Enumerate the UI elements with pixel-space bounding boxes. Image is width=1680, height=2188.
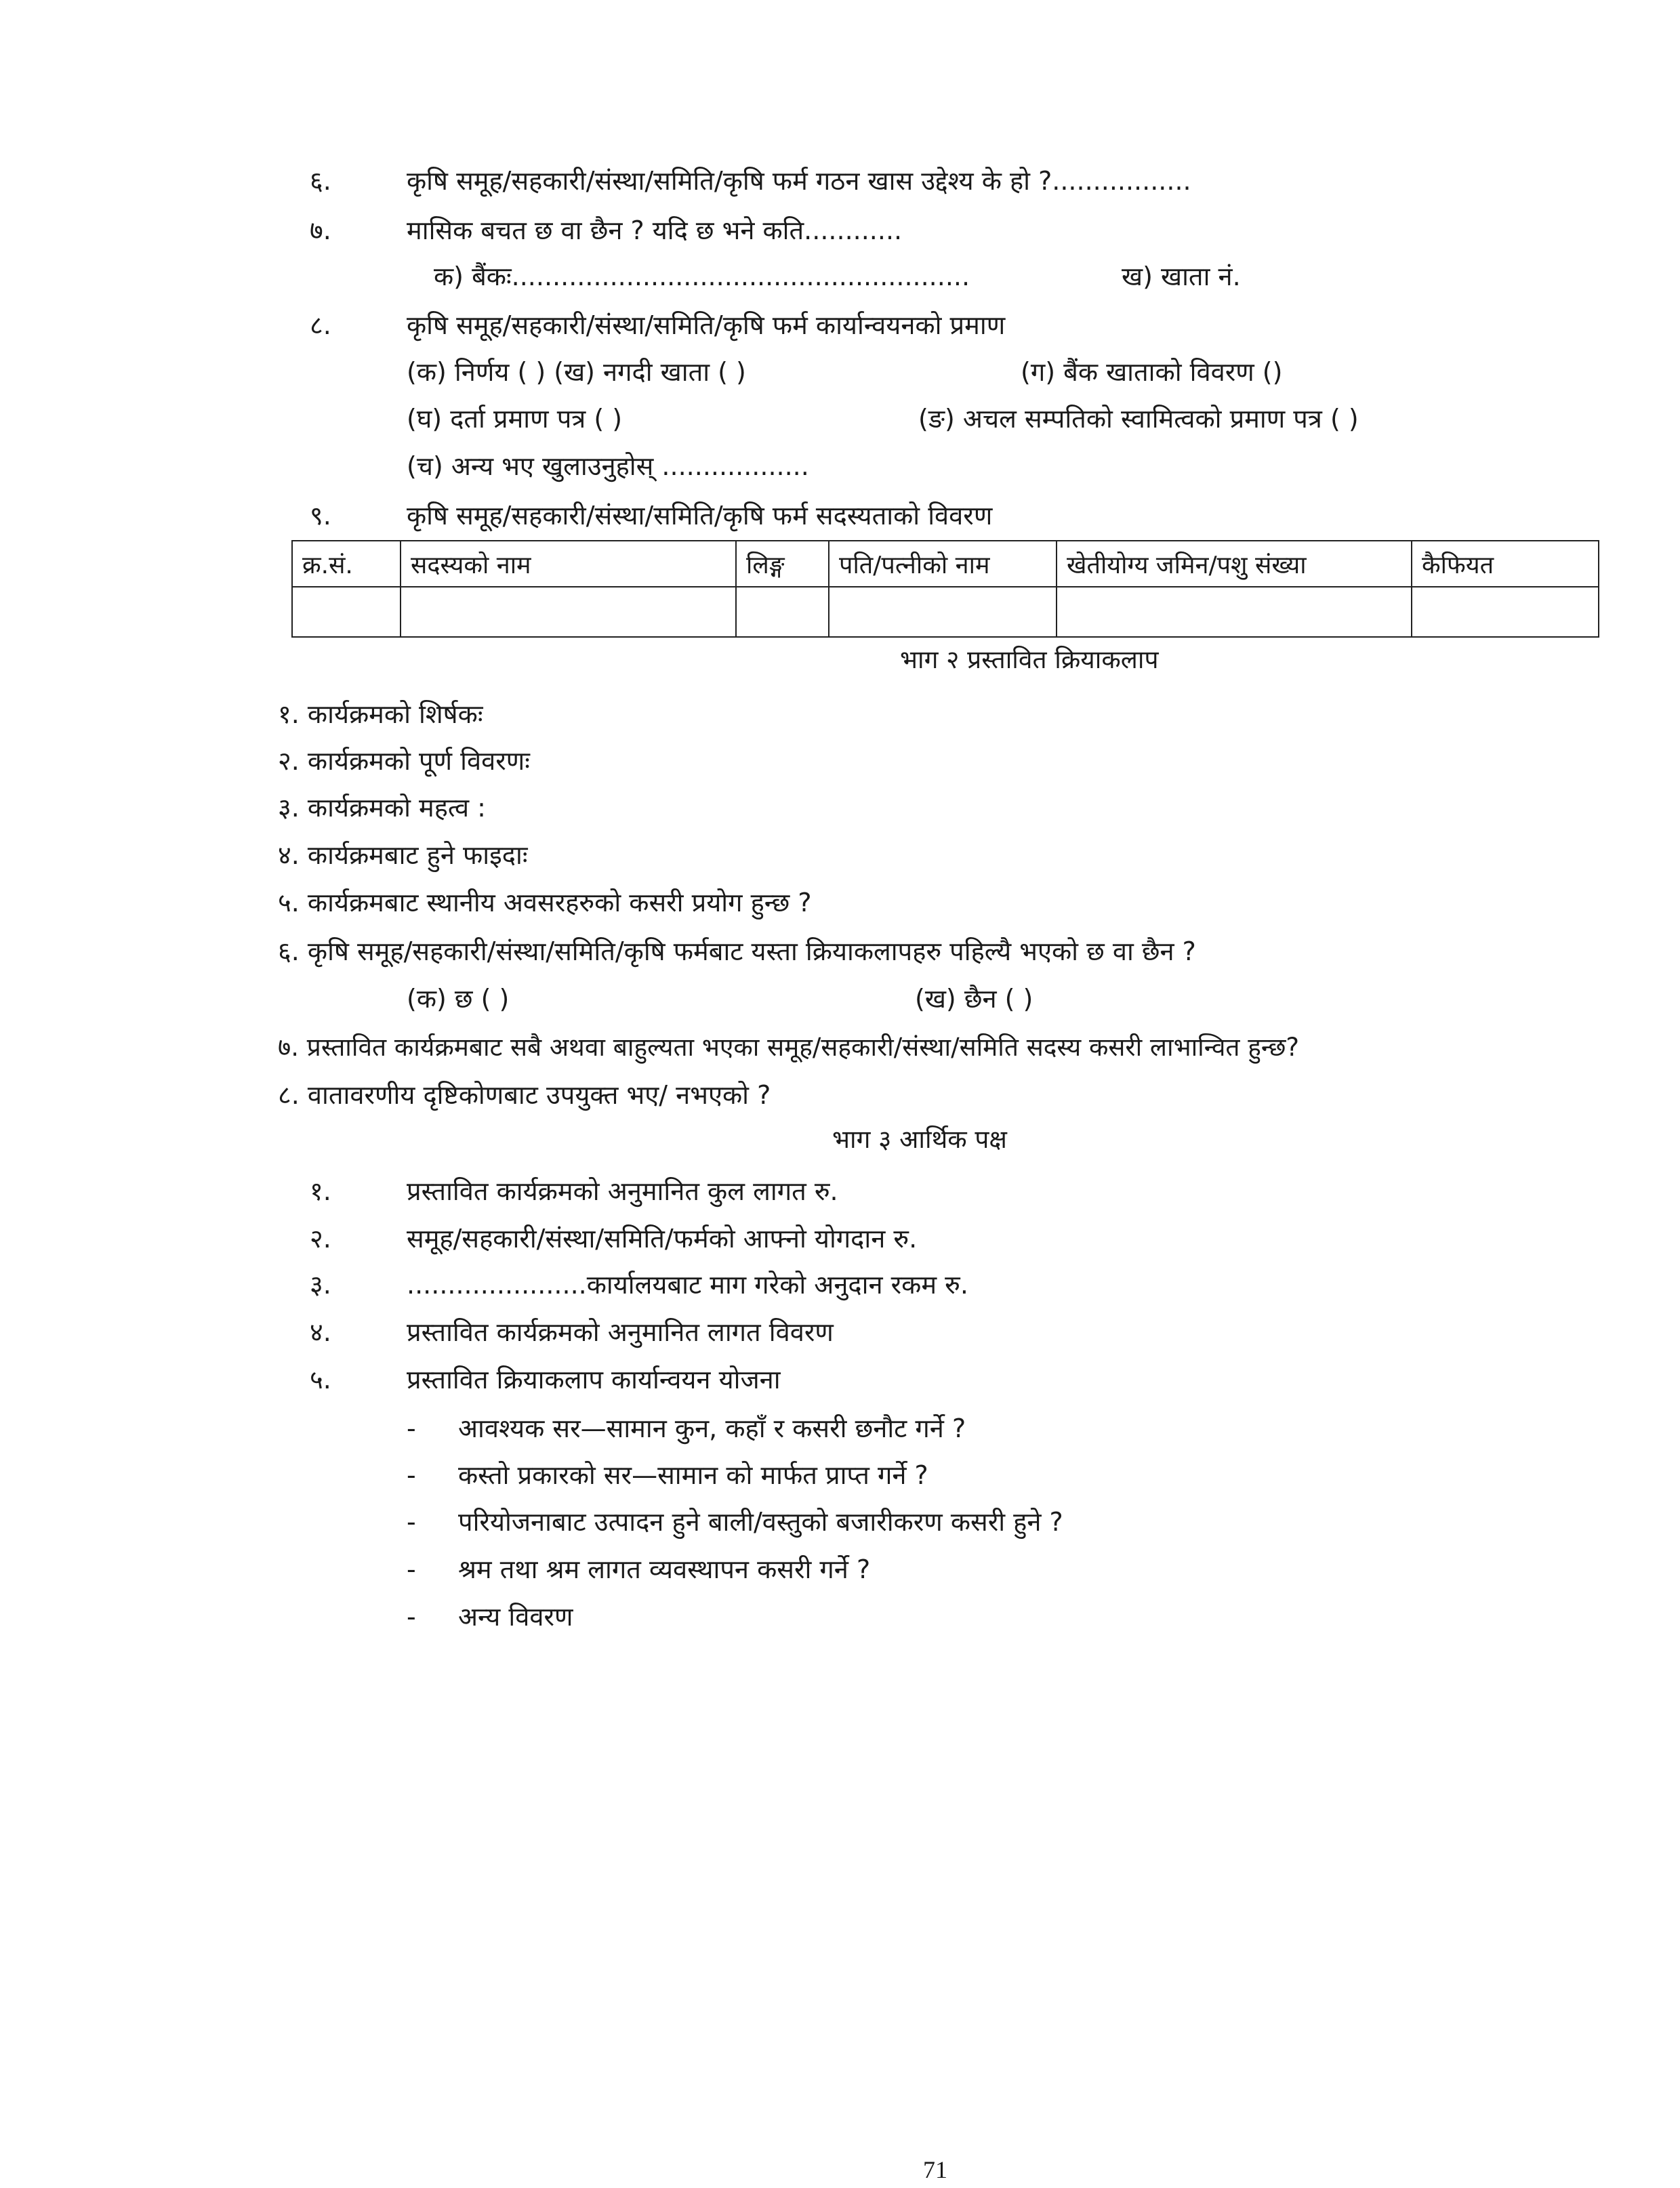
bullet-mark: - <box>407 1413 416 1443</box>
bullet-item-1: आवश्यक सर—सामान कुन, कहाँ र कसरी छनौट गर्ने ? <box>458 1413 966 1443</box>
option-no: (ख) छैन ( ) <box>915 984 1033 1014</box>
option-yes: (क) छ ( ) <box>407 984 510 1014</box>
proof-options-row-1-right: (ग) बैंक खाताको विवरण () <box>1021 357 1283 387</box>
part2-item-4: ४. कार्यक्रमबाट हुने फाइदाः <box>278 840 528 870</box>
item-9-number: ९. <box>310 501 331 531</box>
table-cell <box>829 587 1057 637</box>
table-cell <box>1057 587 1412 637</box>
col-serial: क्र.सं. <box>292 541 401 587</box>
table-cell <box>292 587 401 637</box>
item-8-text: कृषि समूह/सहकारी/संस्था/समिति/कृषि फर्म कार्यान्वयनको प्रमाण <box>407 310 1006 340</box>
part2-item-8: ८. वातावरणीय दृष्टिकोणबाट उपयुक्त भए/ नभएको ? <box>278 1080 771 1110</box>
item-7-number: ७. <box>310 215 331 245</box>
table-cell <box>736 587 829 637</box>
bank-field: क) बैंकः........................................................ <box>434 262 970 291</box>
part3-item-4-number: ४. <box>310 1317 331 1347</box>
item-9-text: कृषि समूह/सहकारी/संस्था/समिति/कृषि फर्म सदस्यताको विवरण <box>407 501 993 531</box>
part2-item-1: १. कार्यक्रमको शिर्षकः <box>278 699 483 729</box>
bullet-item-2: कस्तो प्रकारको सर—सामान को मार्फत प्राप्त गर्ने ? <box>458 1460 928 1490</box>
col-spouse-name: पति/पत्नीको नाम <box>829 541 1057 587</box>
part3-item-1-number: १. <box>310 1176 331 1206</box>
col-member-name: सदस्यको नाम <box>401 541 736 587</box>
table-row <box>292 587 1599 637</box>
bullet-mark: - <box>407 1507 416 1537</box>
other-specify: (च) अन्य भए खुलाउनुहोस् .................. <box>407 451 809 481</box>
part2-item-5: ५. कार्यक्रमबाट स्थानीय अवसरहरुको कसरी प्रयोग हुन्छ ? <box>278 888 812 917</box>
item-8-number: ८. <box>310 310 331 340</box>
membership-table <box>291 540 1599 638</box>
part3-item-1-text: प्रस्तावित कार्यक्रमको अनुमानित कुल लागत रु. <box>407 1176 838 1206</box>
bullet-item-5: अन्य विवरण <box>458 1602 573 1632</box>
part3-item-3-number: ३. <box>310 1270 331 1300</box>
col-gender: लिङ्ग <box>736 541 829 587</box>
bullet-item-4: श्रम तथा श्रम लागत व्यवस्थापन कसरी गर्ने ? <box>458 1554 871 1584</box>
part3-item-2-number: २. <box>310 1224 331 1254</box>
part-3-heading: भाग ३ आर्थिक पक्ष <box>832 1125 1007 1154</box>
proof-options-row-2-left: (घ) दर्ता प्रमाण पत्र ( ) <box>407 404 623 434</box>
item-7-text: मासिक बचत छ वा छैन ? यदि छ भने कति............ <box>407 215 903 245</box>
bullet-mark: - <box>407 1554 416 1584</box>
proof-options-row-1-left: (क) निर्णय ( ) (ख) नगदी खाता ( ) <box>407 357 746 387</box>
col-remarks: कैफियत <box>1412 541 1599 587</box>
bullet-item-3: परियोजनाबाट उत्पादन हुने बाली/वस्तुको बजारीकरण कसरी हुने ? <box>458 1507 1063 1537</box>
part2-item-7: ७. प्रस्तावित कार्यक्रमबाट सबै अथवा बाहुल्यता भएका समूह/सहकारी/संस्था/समिति सदस्य कसरी लाभान्वित हुन्छ? <box>278 1033 1300 1062</box>
item-6-text: कृषि समूह/सहकारी/संस्था/समिति/कृषि फर्म गठन खास उद्देश्य के हो ?................. <box>407 166 1191 196</box>
table-cell <box>1412 587 1599 637</box>
col-land-livestock: खेतीयोग्य जमिन/पशु संख्या <box>1057 541 1412 587</box>
part3-item-5-text: प्रस्तावित क्रियाकलाप कार्यान्वयन योजना <box>407 1365 781 1395</box>
part2-item-3: ३. कार्यक्रमको महत्व : <box>278 793 486 823</box>
part3-item-5-number: ५. <box>310 1365 331 1395</box>
item-6-number: ६. <box>310 166 331 196</box>
table-header-row <box>292 541 1599 587</box>
part3-item-2-text: समूह/सहकारी/संस्था/समिति/फर्मको आफ्नो योगदान रु. <box>407 1224 918 1254</box>
part3-item-3-text: ......................कार्यालयबाट माग गरेको अनुदान रकम रु. <box>407 1270 968 1300</box>
bullet-mark: - <box>407 1602 416 1632</box>
table-cell <box>401 587 736 637</box>
page-number: 71 <box>923 2156 947 2183</box>
account-number-field: ख) खाता नं. <box>1122 262 1241 291</box>
part2-item-6: ६. कृषि समूह/सहकारी/संस्था/समिति/कृषि फर्मबाट यस्ता क्रियाकलापहरु पहिल्यै भएको छ वा छैन ? <box>278 936 1196 966</box>
part-2-heading: भाग २ प्रस्तावित क्रियाकलाप <box>900 645 1159 674</box>
part2-item-2: २. कार्यक्रमको पूर्ण विवरणः <box>278 746 530 776</box>
part3-item-4-text: प्रस्तावित कार्यक्रमको अनुमानित लागत विवरण <box>407 1317 834 1347</box>
proof-options-row-2-right: (ङ) अचल सम्पतिको स्वामित्वको प्रमाण पत्र ( ) <box>918 404 1359 434</box>
bullet-mark: - <box>407 1460 416 1490</box>
